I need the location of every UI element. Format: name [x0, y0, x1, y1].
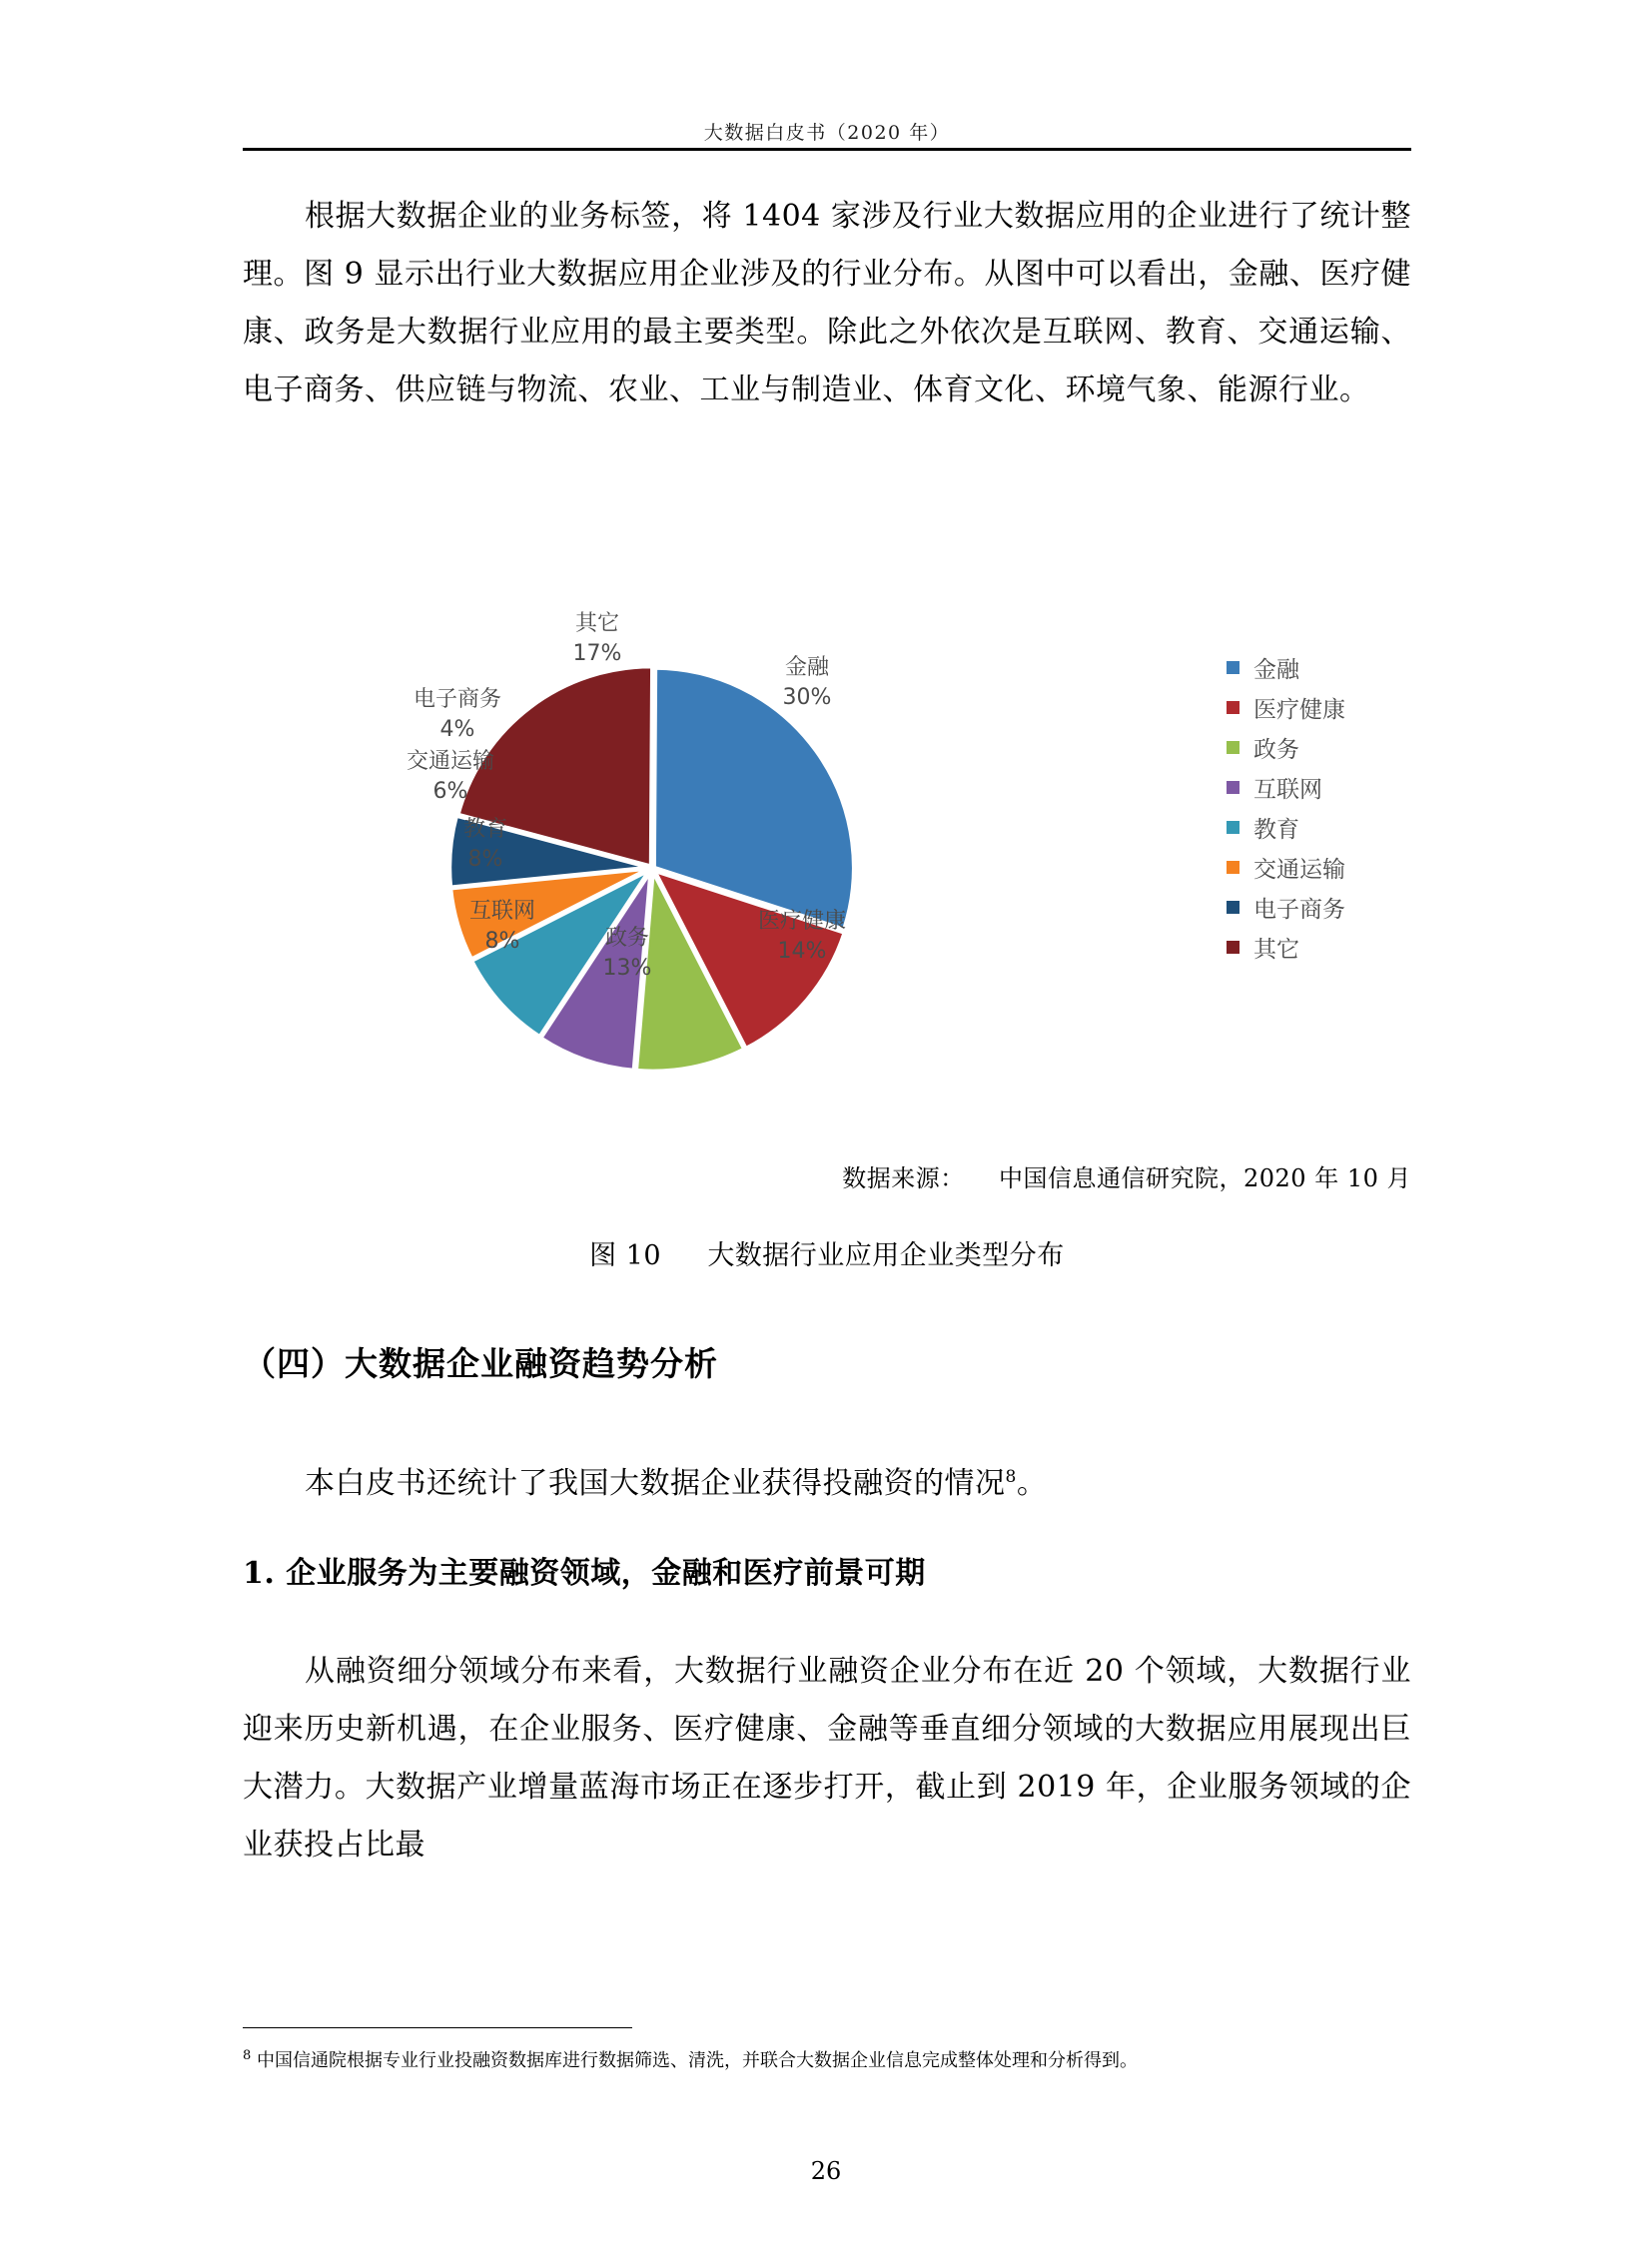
figure-source-value: 中国信息通信研究院，2020 年 10 月	[998, 1164, 1411, 1192]
legend-swatch-icon	[1227, 741, 1239, 754]
figure-10-chart	[243, 599, 1411, 1138]
footnote	[243, 2041, 1411, 2076]
legend-swatch-icon	[1227, 701, 1239, 714]
legend-label-others: 其它	[1253, 936, 1299, 963]
pie-label-others	[542, 609, 652, 669]
section-heading: （四）大数据企业融资趋势分析	[243, 1344, 718, 1383]
legend-swatch-icon	[1227, 941, 1239, 954]
footnote-divider	[243, 2027, 632, 2028]
legend-item-internet[interactable]	[1227, 767, 1416, 807]
pie-label-internet-value: 8%	[484, 929, 520, 954]
figure-source-label: 数据来源：	[842, 1164, 965, 1192]
legend-label-healthcare: 医疗健康	[1253, 696, 1345, 723]
pie-label-government-value: 13%	[602, 956, 652, 981]
legend-label-education: 教育	[1253, 816, 1299, 843]
paragraph-financing-intro	[243, 1448, 1411, 1513]
pie-label-healthcare-value: 14%	[777, 939, 827, 964]
legend-label-internet: 互联网	[1253, 776, 1322, 803]
pie-label-transportation-value: 6%	[432, 779, 468, 804]
legend-item-education[interactable]	[1227, 807, 1416, 847]
legend-swatch-icon	[1227, 661, 1239, 674]
legend-label-finance: 金融	[1253, 656, 1299, 683]
pie-label-government	[572, 924, 682, 984]
pie-label-ecommerce	[383, 685, 532, 745]
pie-chart	[406, 611, 892, 1109]
pie-label-transportation	[381, 747, 520, 807]
legend-label-government: 政务	[1253, 736, 1299, 763]
pie-label-finance	[742, 653, 872, 713]
pie-label-ecommerce-name: 电子商务	[413, 687, 501, 712]
footnote-marker-inline: 8	[1005, 1467, 1017, 1487]
running-header	[243, 118, 1411, 145]
paragraph-industry-distribution: 根据大数据企业的业务标签，将 1404 家涉及行业大数据应用的企业进行了统计整理。图 9 显示出行业大数据应用企业涉及的行业分布。从图中可以看出，金融、医疗健康、政务是大数据行业应用的最主要类型。除此之外依次是互联网、教育、交通运输、电子商务、供应链与物流、农业、工业与制造业、体育文化、环境气象、能源行业。	[243, 199, 1411, 407]
figure-caption-text: 大数据行业应用企业类型分布	[707, 1240, 1065, 1271]
pie-label-internet	[442, 897, 562, 957]
page-number: 26	[810, 2157, 842, 2185]
legend-item-government[interactable]	[1227, 727, 1416, 767]
figure-caption	[243, 1233, 1411, 1272]
legend-label-transportation: 交通运输	[1253, 856, 1345, 883]
legend-swatch-icon	[1227, 821, 1239, 834]
pie-label-ecommerce-value: 4%	[439, 717, 475, 742]
pie-label-healthcare-name: 医疗健康	[757, 909, 846, 934]
pie-label-finance-name: 金融	[784, 655, 829, 680]
pie-label-transportation-name: 交通运输	[406, 749, 494, 774]
legend-item-healthcare[interactable]	[1227, 687, 1416, 727]
pie-label-education	[430, 815, 540, 875]
pie-label-others-value: 17%	[572, 641, 622, 666]
figure-source	[243, 1158, 1411, 1193]
legend-swatch-icon	[1227, 781, 1239, 794]
legend-item-others[interactable]	[1227, 927, 1416, 967]
pie-label-internet-name: 互联网	[468, 899, 535, 924]
footnote-text: 中国信通院根据专业行业投融资数据库进行数据筛选、清洗，并联合大数据企业信息完成整体处理和分析得到。	[257, 2050, 1139, 2071]
pie-label-education-value: 8%	[467, 847, 503, 872]
legend-item-finance[interactable]	[1227, 647, 1416, 687]
figure-caption-number: 图 10	[589, 1240, 662, 1271]
subsection-heading: 1. 企业服务为主要融资领域，金融和医疗前景可期	[243, 1556, 926, 1591]
pie-label-others-name: 其它	[574, 611, 619, 636]
pie-label-finance-value: 30%	[782, 685, 832, 710]
pie-label-education-name: 教育	[462, 817, 507, 842]
pie-label-healthcare	[732, 907, 872, 967]
legend-swatch-icon	[1227, 901, 1239, 914]
pie-label-government-name: 政务	[604, 926, 649, 951]
header-rule-thick	[243, 148, 1411, 151]
footnote-number: 8	[243, 2048, 252, 2063]
running-header-title: 大数据白皮书（2020 年）	[703, 122, 951, 144]
legend-item-transportation[interactable]	[1227, 847, 1416, 887]
legend-label-ecommerce: 电子商务	[1253, 896, 1345, 923]
legend-swatch-icon	[1227, 861, 1239, 874]
paragraph-financing-intro-text: 本白皮书还统计了我国大数据企业获得投融资的情况	[305, 1466, 1006, 1501]
chart-legend	[1227, 647, 1416, 967]
legend-item-ecommerce[interactable]	[1227, 887, 1416, 927]
paragraph-financing-fields: 从融资细分领域分布来看，大数据行业融资企业分布在近 20 个领域，大数据行业迎来历史新机遇，在企业服务、医疗健康、金融等垂直细分领域的大数据应用展现出巨大潜力。大数据产业增量蓝海市场正在逐步打开，截止到 2019 年，企业服务领域的企业获投占比最	[243, 1654, 1411, 1863]
paragraph-financing-intro-period: 。	[1016, 1466, 1048, 1501]
